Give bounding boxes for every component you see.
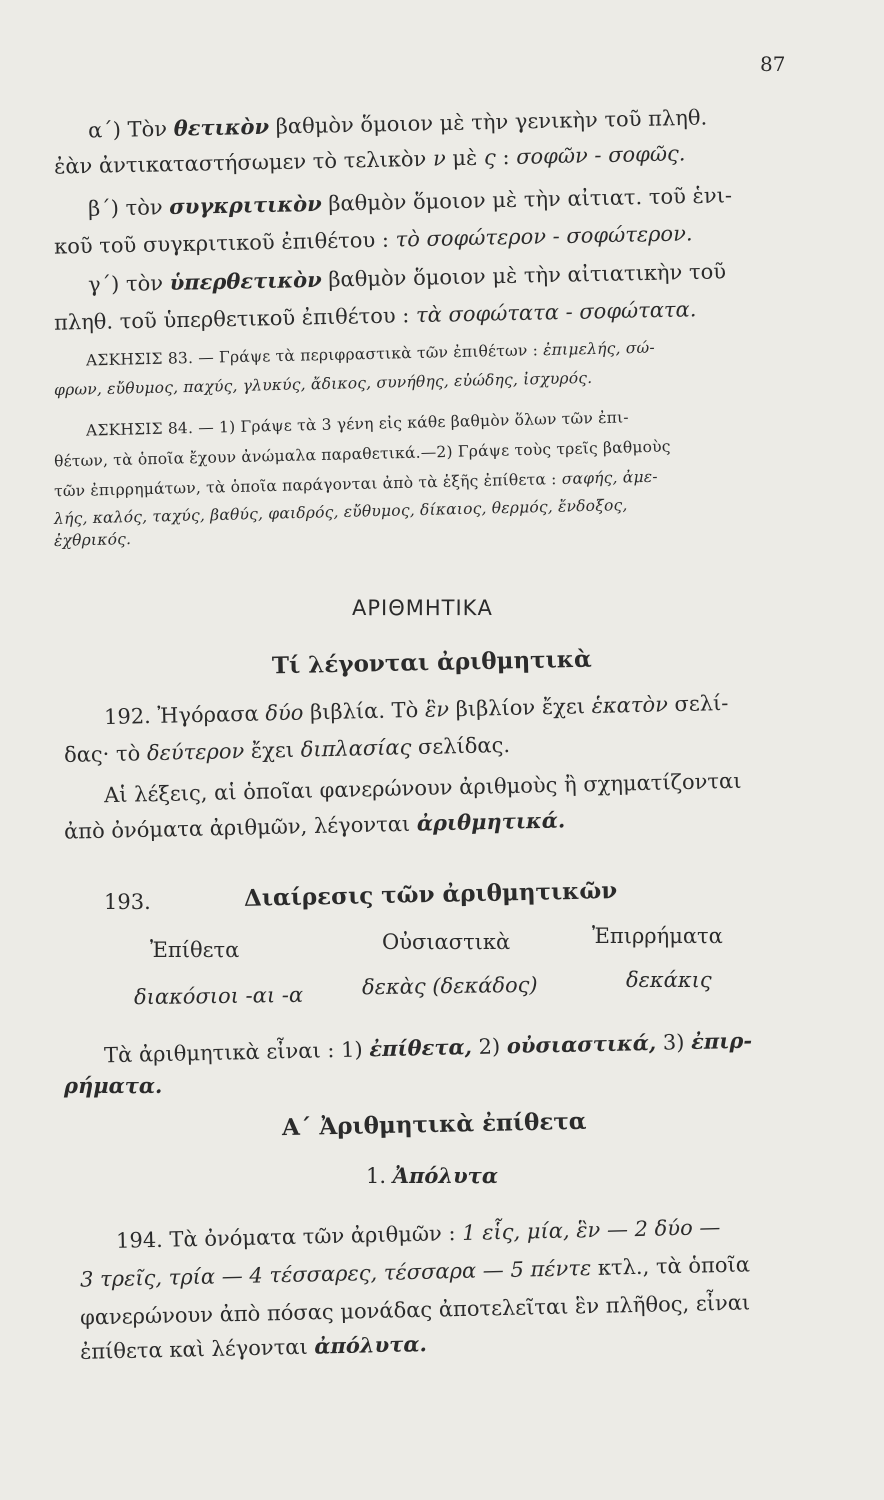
paragraph-193-summary-line2: ρήματα. — [64, 1073, 163, 1098]
paragraph-193-number: 193. — [104, 890, 151, 914]
paragraph-192-line3: Αἱ λέξεις, αἱ ὁποῖαι φανερώνουν ἀριθμοὺς ἢ σχηματίζονται — [103, 768, 742, 808]
exercise-83-line2: φρων, εὔθυμος, παχύς, γλυκύς, ἄδικος, συνήθης, εὐώδης, ἰσχυρός. — [53, 368, 593, 400]
rule-beta-cont: κοῦ τοῦ συγκριτικοῦ ἐπιθέτου : τὸ σοφώτερον - σοφώτερον. — [53, 221, 693, 259]
column-header-adverbs: Ἐπιρρήματα — [592, 924, 723, 948]
section-title: ΑΡΙΘΜΗΤΙΚΑ — [352, 596, 493, 620]
rule-alpha-cont: ἐὰν ἀντικαταστήσωμεν τὸ τελικὸν ν μὲ ς : σοφῶν - σοφῶς. — [53, 141, 686, 179]
exercise-84-line3: τῶν ἐπιρρημάτων, τὰ ὁποῖα παράγονται ἀπὸ τὰ ἑξῆς ἐπίθετα : σαφής, ἀμε- — [53, 467, 658, 501]
paragraph-194-line1: 194. Τὰ ὀνόματα τῶν ἀριθμῶν : 1 εἷς, μία, ἓν — 2 δύο — — [115, 1215, 721, 1253]
exercise-83-line1: ΑΣΚΗΣΙΣ 83. — Γράψε τὰ περιφραστικὰ τῶν ἐπιθέτων : ἐπιμελής, σώ- — [85, 338, 656, 370]
exercise-84-line5: ἐχθρικός. — [53, 530, 132, 550]
paragraph-193-title: Διαίρεσις τῶν ἀριθμητικῶν — [243, 877, 618, 912]
column-header-adjectives: Ἐπίθετα — [150, 938, 240, 962]
paragraph-194-line3: φανερώνουν ἀπὸ πόσας μονάδας ἀποτελεῖται ἓν πλῆθος, εἶναι — [79, 1290, 751, 1330]
exercise-84-line2: θέτων, τὰ ὁποῖα ἔχουν ἀνώμαλα παραθετικά.—2) Γράψε τοὺς τρεῖς βαθμοὺς — [53, 437, 671, 471]
rule-gamma-cont: πληθ. τοῦ ὑπερθετικοῦ ἐπιθέτου : τὰ σοφώτατα - σοφώτατα. — [53, 297, 697, 335]
column-header-nouns: Οὐσιαστικὰ — [382, 930, 511, 954]
section-a-title: Α΄ Ἀριθμητικὰ ἐπίθετα — [281, 1107, 587, 1142]
exercise-84-line1: ΑΣΚΗΣΙΣ 84. — 1) Γράψε τὰ 3 γένη εἰς κάθε βαθμὸν ὅλων τῶν ἐπι- — [85, 408, 629, 440]
rule-gamma: γ΄) τὸν ὑπερθετικὸν βαθμὸν ὅμοιον μὲ τὴν αἰτιατικὴν τοῦ — [87, 259, 727, 297]
paragraph-193-summary-line1: Τὰ ἀριθμητικὰ εἶναι : 1) ἐπίθετα, 2) οὐσιαστικά, 3) ἐπιρ- — [103, 1027, 753, 1068]
rule-alpha: α΄) Τὸν θετικὸν βαθμὸν ὅμοιον μὲ τὴν γενικὴν τοῦ πληθ. — [87, 105, 708, 143]
paragraph-194-line4: ἐπίθετα καὶ λέγονται ἀπόλυτα. — [79, 1331, 428, 1364]
subtitle: Τί λέγονται ἀριθμητικὰ — [271, 645, 592, 680]
column-example-adjectives: διακόσιοι -αι -α — [133, 982, 304, 1010]
column-example-adverbs: δεκάκις — [626, 968, 712, 992]
rule-beta: β΄) τὸν συγκριτικὸν βαθμὸν ὅμοιον μὲ τὴν αἰτιατ. τοῦ ἑνι- — [87, 183, 733, 221]
paragraph-192-line4: ἀπὸ ὀνόματα ἀριθμῶν, λέγονται ἀριθμητικά. — [63, 807, 566, 844]
paragraph-192-line2: δας· τὸ δεύτερον ἔχει διπλασίας σελίδας. — [63, 732, 511, 768]
paragraph-192-line1: 192. Ἠγόρασα δύο βιβλία. Τὸ ἓν βιβλίον ἔχει ἑκατὸν σελί- — [103, 690, 729, 730]
page-number: 87 — [760, 52, 786, 76]
exercise-84-line4: λής, καλός, ταχύς, βαθύς, φαιδρός, εὔθυμος, δίκαιος, θερμός, ἔνδοξος, — [53, 495, 628, 529]
column-example-nouns: δεκὰς (δεκάδος) — [361, 972, 538, 1000]
subsection-1-title: 1. Ἀπόλυτα — [366, 1163, 498, 1188]
paragraph-194-line2: 3 τρεῖς, τρία — 4 τέσσαρες, τέσσαρα — 5 πέντε κτλ., τὰ ὁποῖα — [79, 1252, 751, 1292]
